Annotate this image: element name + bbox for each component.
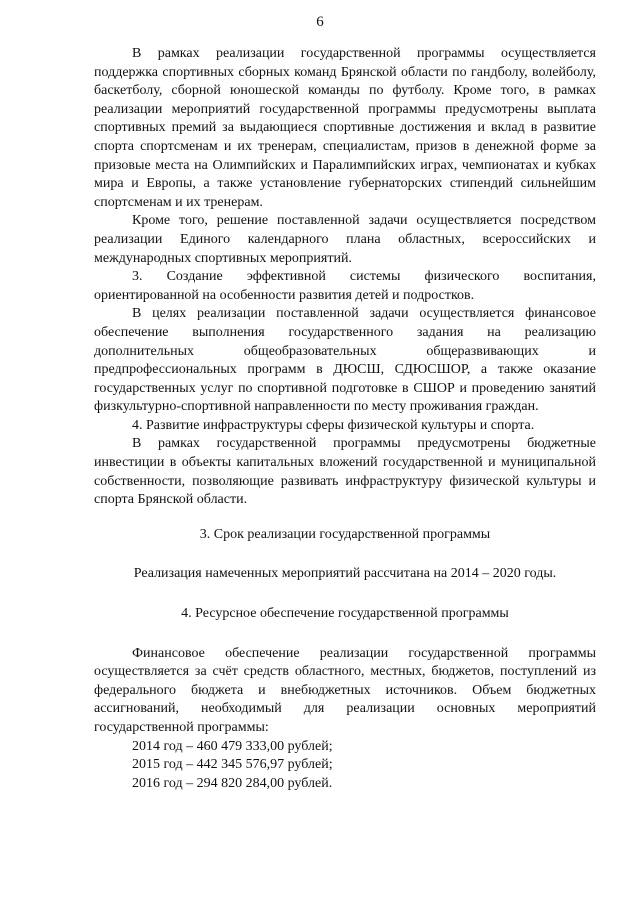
section-3-text: Реализация намеченных мероприятий рассчитана на 2014 – 2020 годы. [133,566,557,582]
paragraph-calendar-plan: Кроме того, решение поставленной задачи осуществляется посредством реализации Единого календарного плана областных, всероссийских и международных спортивных мероприятий. [94,213,596,266]
budget-line-2016: 2016 год – 294 820 284,00 рублей. [132,775,333,791]
section-4-text: Финансовое обеспечение реализации государственной программы осуществляется за счёт средств областного, местных, бюджетов, поступлений из федерального бюджета и внебюджетных источников. Объем бюджетных ассигнований, необходимый для реализации основных мероприятий государственной программы: [94,645,596,735]
budget-line-2015: 2015 год – 442 345 576,97 рублей; [132,757,333,773]
budget-line-2014: 2014 год – 460 479 333,00 рублей; [132,738,333,754]
paragraph-task-3: 3. Создание эффективной системы физического воспитания, ориентированной на особенности развития детей и подростков. [94,269,596,303]
paragraph-state-assignment: В целях реализации поставленной задачи осуществляется финансовое обеспечение выполнения государственного задания на реализацию дополнительных общеобразовательных общеразвивающих и предпрофессиональных программ в ДЮСШ, СДЮСШОР, а также оказание государственных услуг по спортивной подготовке в СШОР и проведению занятий физкультурно-спортивной направленности по месту проживания граждан. [94,306,596,415]
document-body [94,45,596,793]
paragraph-capital-investments: В рамках государственной программы предусмотрены бюджетные инвестиции в объекты капитальных вложений государственной и муниципальной собственности, позволяющие развивать инфраструктуру физической культуры и спорта Брянской области. [94,436,596,508]
section-4-heading: 4. Ресурсное обеспечение государственной программы [181,606,509,622]
paragraph-task-4: 4. Развитие инфраструктуры сферы физической культуры и спорта. [132,417,535,433]
paragraph-sports-teams-support: В рамках реализации государственной программы осуществляется поддержка спортивных сборных команд Брянской области по гандболу, волейболу, баскетболу, сборной юношеской команды по футболу. Кроме того, в рамках реализации мероприятий государственной программы предусмотрены выплата спортивных премий за выдающиеся спортивные достижения и вклад в развитие спорта спортсменам и их тренерам, специалистам, призов в денежной форме за призовые места на Олимпийских и Паралимпийских играх, чемпионатах и кубках мира и Европы, а также установление губернаторских стипендий сильнейшим спортсменам и их тренерам. [94,46,596,210]
page-number: 6 [316,14,324,30]
section-3-heading: 3. Срок реализации государственной программы [199,526,491,542]
